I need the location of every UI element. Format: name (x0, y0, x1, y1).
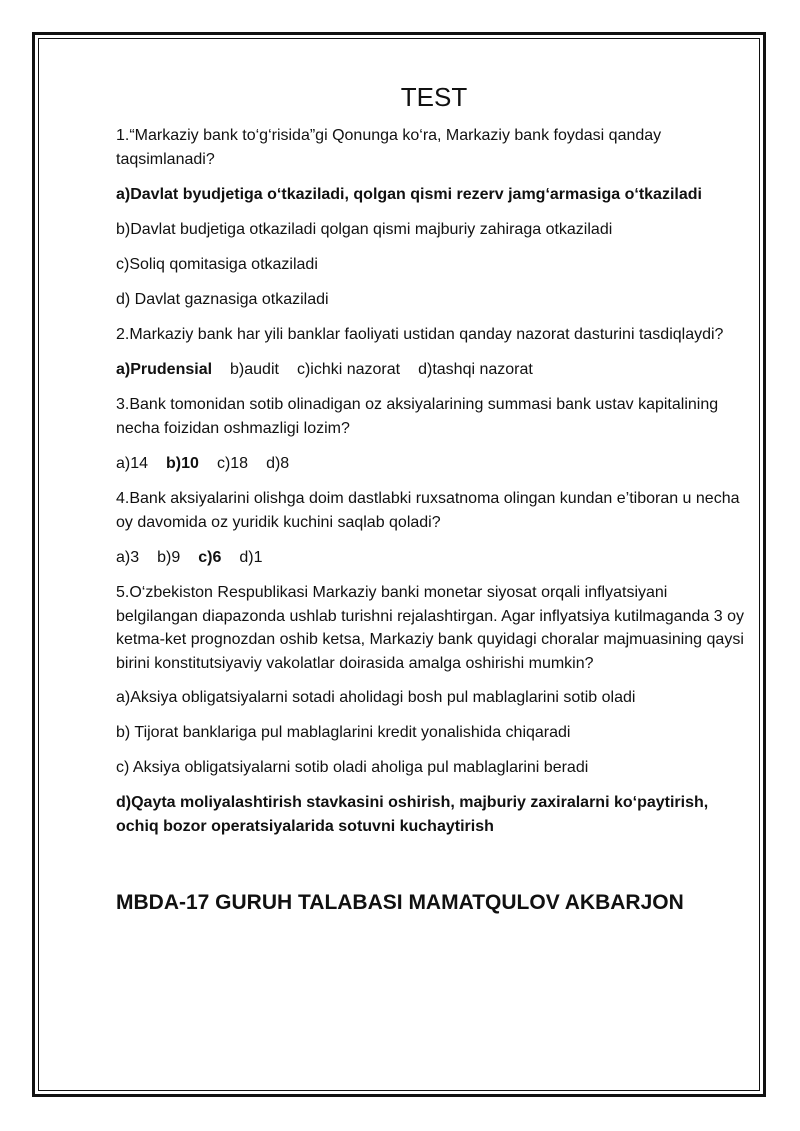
q4-option-a: a)3 (116, 549, 140, 566)
page-title: TEST (400, 82, 468, 112)
question-3: 3.Bank tomonidan sotib olinadigan oz aksiyalarining summasi bank ustav kapitalining necha foizidan oshmazligi lozim? (116, 396, 719, 437)
question-5: 5.O‘zbekiston Respublikasi Markaziy banki monetar siyosat orqali inflyatsiyani belgilangan diapazonda ushlab turishni rejalashtirgan. Agar inflyatsiya kutilmaganda 3 oy ketma-ket prognozdan oshib ketsa, Markaziy bank quyidagi choralar majmuasining qaysi birini konstitutsiyaviy vakolatlar doirasida amalga oshirishi mumkin? (116, 584, 744, 672)
q2-options (116, 358, 744, 382)
q3-option-d: d)8 (266, 455, 290, 472)
q1-option-b: b)Davlat budjetiga otkaziladi qolgan qismi majburiy zahiraga otkaziladi (116, 221, 613, 238)
q5-option-a: a)Aksiya obligatsiyalarni sotadi aholidagi bosh pul mablaglarini sotib oladi (116, 689, 636, 706)
q5-option-c: c) Aksiya obligatsiyalarni sotib oladi aholiga pul mablaglarini beradi (116, 759, 589, 776)
q2-option-a: a)Prudensial (116, 361, 213, 378)
q3-option-b: b)10 (166, 455, 199, 472)
question-4: 4.Bank aksiyalarini olishga doim dastlabki ruxsatnoma olingan kundan e’tiboran u necha oy davomida oz yuridik kuchini saqlab qoladi? (116, 490, 740, 531)
q3-option-a: a)14 (116, 455, 149, 472)
q2-option-b: b)audit (230, 361, 279, 378)
q1-option-a: a)Davlat byudjetiga o‘tkaziladi, qolgan qismi rezerv jamg‘armasiga o‘tkaziladi (116, 186, 702, 203)
q3-options (116, 452, 744, 476)
student-signature: MBDA-17 GURUH TALABASI MAMATQULOV AKBARJON (116, 891, 684, 914)
q2-option-d: d)tashqi nazorat (418, 361, 533, 378)
q4-option-c: c)6 (198, 549, 222, 566)
q5-option-d: d)Qayta moliyalashtirish stavkasini oshirish, majburiy zaxiralarni ko‘paytirish, ochiq bozor operatsiyalarida sotuvni kuchaytirish (116, 794, 709, 835)
question-2: 2.Markaziy bank har yili banklar faoliyati ustidan qanday nazorat dasturini tasdiqlaydi? (116, 326, 724, 343)
question-1: 1.“Markaziy bank to‘g‘risida”gi Qonunga ko‘ra, Markaziy bank foydasi qanday taqsimlanadi? (116, 127, 662, 168)
q4-option-b: b)9 (157, 549, 181, 566)
q2-option-c: c)ichki nazorat (296, 361, 401, 378)
q3-option-c: c)18 (216, 455, 249, 472)
q5-option-b: b) Tijorat banklariga pul mablaglarini kredit yonalishida chiqaradi (116, 724, 571, 741)
q4-options (116, 546, 744, 570)
document-body (116, 80, 744, 917)
q1-option-d: d) Davlat gaznasiga otkaziladi (116, 291, 329, 308)
q4-option-d: d)1 (239, 549, 263, 566)
q1-option-c: c)Soliq qomitasiga otkaziladi (116, 256, 318, 273)
